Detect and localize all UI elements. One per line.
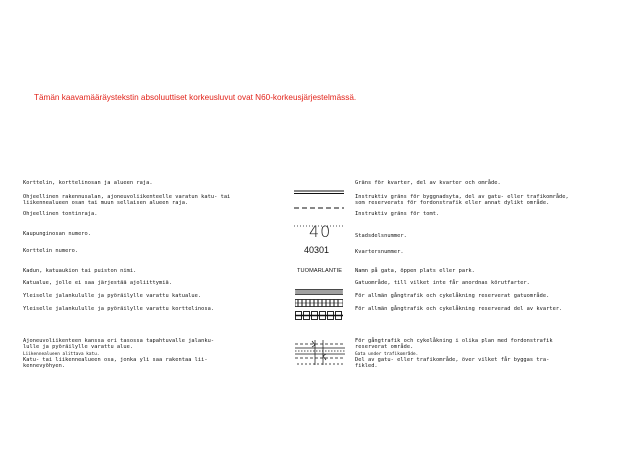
sv-text: Instruktiv gräns för byggnadsyta, del av gatu- eller trafikområde, som reserverats för fordonstrafik eller annat dylikt område. (355, 194, 569, 207)
sv-text: Stadsdelsnummer. (355, 233, 407, 239)
fi-text: Yleiselle jalankululle ja pyöräilylle varattu korttelinosa. (23, 306, 215, 312)
fi-text: Kaupunginosan numero. (23, 231, 92, 237)
sv-text: För allmän gångtrafik och cykelåkning reserverat gatuområde. (355, 293, 550, 299)
sv-text: Namn på gata, öppen plats eller park. (355, 268, 475, 274)
fi-text: Korttelin numero. (23, 248, 79, 254)
district-number-symbol: 40 (309, 222, 332, 241)
sv-text: För allmän gångtrafik och cykelåkning reserverad del av kvarter. (355, 306, 563, 312)
sv-text: Gatuområde, till vilket inte får anordnas körutfarter. (355, 280, 530, 286)
fi-text: Ajoneuvoliikenteen kanssa eri tasossa tapahtuvalle jalanku- lulle ja pyöräilylle varattu alue. Liikennealueen alittava katu. Katu- tai liikennealueen osa, jonka yli saa rakentaa lii- kennevyöhyen. (23, 338, 215, 370)
block-number-symbol: 40301 (304, 245, 330, 255)
crossing-symbol (295, 338, 345, 372)
fi-text: Katualue, jolle ei saa järjestää ajoliittymiä. (23, 280, 172, 286)
fi-text: Yleiselle jalankululle ja pyöräilylle varattu katualue. (23, 293, 202, 299)
street-name-symbol: TUOMARLANTIE (297, 268, 343, 274)
sv-text: Gräns för kvarter, del av kvarter och område. (355, 180, 501, 186)
sv-text: Instruktiv gräns för tomt. (355, 211, 440, 217)
fi-text: Korttelin, korttelinosan ja alueen raja. (23, 180, 153, 186)
dashed-line-symbol (294, 195, 344, 214)
fi-text: Ohjeellinen rakennusalan, ajoneuvoliikenteelle varatun katu- tai liikennealueen osan tai muun sellaisen alueen raja. (23, 194, 231, 207)
fi-text: Kadun, katuaukion tai puiston nimi. (23, 268, 137, 274)
fi-text: Ohjeellinen tontinraja. (23, 211, 98, 217)
chain-band-symbol (295, 305, 343, 324)
height-system-notice: Tämän kaavamääräystekstin absoluuttiset korkeusluvut ovat N60-korkeusjärjestelmässä. (34, 93, 357, 102)
sv-text: För gångtrafik och cykelåkning i olika plan med fordonstrafik reserverat område. Gata under trafikområde. Del av gatu- eller trafikområde, över vilket får byggas tra- fikled. (355, 338, 553, 370)
sv-text: Kvartersnummer. (355, 249, 404, 255)
